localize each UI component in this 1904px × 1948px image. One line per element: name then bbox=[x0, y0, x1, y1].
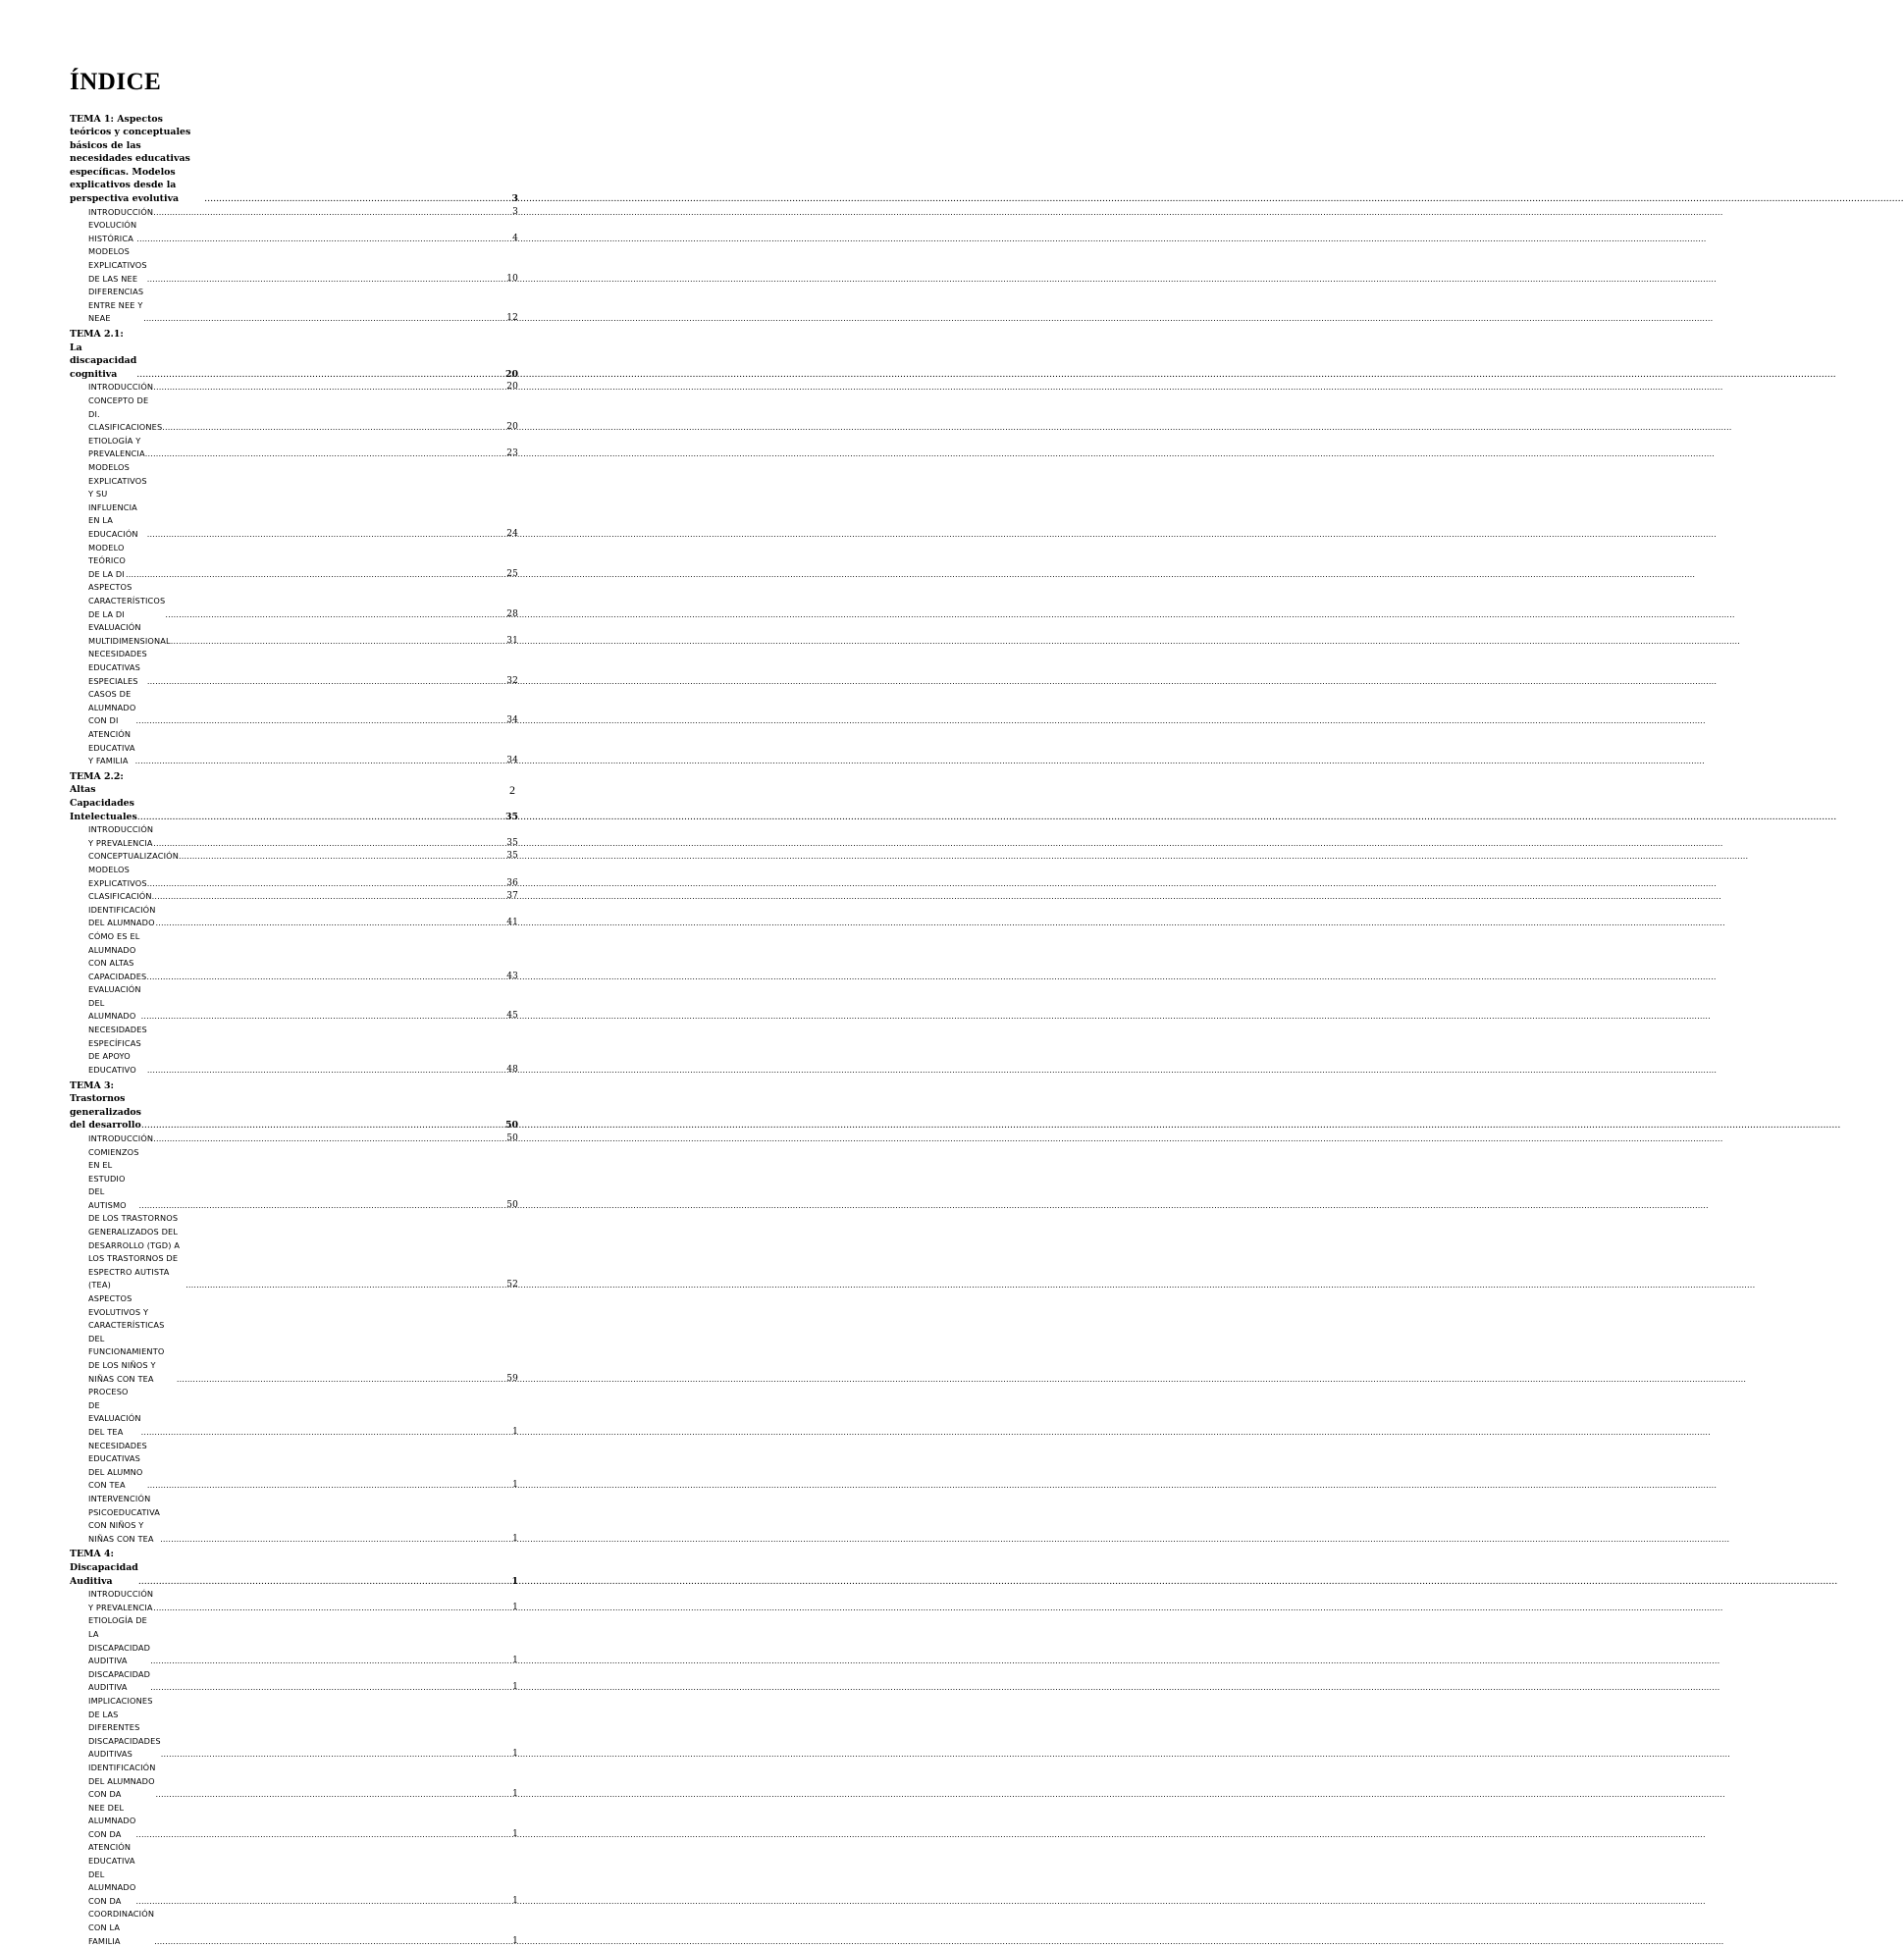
toc-subentry-page-number: 1 bbox=[512, 1602, 518, 1612]
toc-topic-entry-label: TEMA 4: Discapacidad Auditiva bbox=[70, 1549, 138, 1587]
toc-topic-entry-label: TEMA 2.1: La discapacidad cognitiva bbox=[70, 329, 137, 380]
toc-topic-entry-page-number: 3 bbox=[511, 193, 518, 205]
toc-subentry-label: ASPECTOS CARACTERÍSTICOS DE LA DI bbox=[88, 582, 166, 619]
dot-leader bbox=[154, 1935, 511, 1948]
toc-subentry[interactable] bbox=[70, 890, 518, 904]
dot-leader bbox=[153, 837, 505, 851]
toc-subentry[interactable] bbox=[70, 435, 518, 461]
toc-subentry-page-number: 24 bbox=[506, 529, 518, 539]
dot-leader bbox=[126, 568, 505, 582]
toc-subentry[interactable] bbox=[70, 1908, 518, 1948]
dot-leader bbox=[147, 877, 506, 891]
toc-subentry[interactable] bbox=[70, 930, 518, 983]
dot-leader bbox=[160, 1533, 511, 1547]
dot-leader bbox=[153, 381, 505, 395]
toc-subentry-label: PROCESO DE EVALUACIÓN DEL TEA bbox=[88, 1387, 141, 1437]
toc-subentry[interactable] bbox=[70, 648, 518, 688]
toc-subentry-label: CONCEPTUALIZACIÓN bbox=[88, 851, 180, 862]
toc-subentry[interactable] bbox=[70, 581, 518, 621]
toc-subentry[interactable] bbox=[70, 1762, 518, 1802]
toc-subentry-label: DISCAPACIDAD AUDITIVA bbox=[88, 1668, 151, 1693]
dot-leader bbox=[135, 755, 506, 768]
toc-subentry-label: IDENTIFICACIÓN DEL ALUMNADO bbox=[88, 904, 156, 928]
toc-subentry-page-number: 1 bbox=[512, 1789, 518, 1800]
toc-subentry[interactable] bbox=[70, 381, 518, 395]
toc-subentry-page-number: 23 bbox=[506, 448, 518, 459]
toc-subentry[interactable] bbox=[70, 219, 518, 245]
dot-leader bbox=[137, 811, 504, 824]
dot-leader bbox=[185, 1279, 505, 1292]
toc-subentry-label: ATENCIÓN EDUCATIVA DEL ALUMNADO CON DA bbox=[88, 1842, 136, 1906]
toc-topic-entry[interactable] bbox=[70, 770, 518, 823]
dot-leader bbox=[156, 917, 506, 930]
dot-leader bbox=[150, 1681, 511, 1695]
toc-subentry[interactable] bbox=[70, 461, 518, 542]
toc-subentry[interactable] bbox=[70, 1146, 518, 1213]
toc-topic-entry-page-number: 20 bbox=[504, 368, 518, 380]
toc-subentry[interactable] bbox=[70, 1588, 518, 1614]
toc-subentry-page-number: 50 bbox=[506, 1199, 518, 1210]
toc-subentry-label: ETIOLOGÍA Y PREVALENCIA bbox=[88, 435, 145, 459]
toc-topic-entry-page-number: 50 bbox=[504, 1120, 518, 1132]
toc-subentry-label: INTRODUCCIÓN bbox=[88, 382, 154, 393]
toc-subentry[interactable] bbox=[70, 728, 518, 768]
toc-subentry-label: CLASIFICACIÓN bbox=[88, 891, 152, 902]
dot-leader bbox=[147, 675, 505, 689]
toc-subentry-page-number: 32 bbox=[506, 675, 518, 686]
dot-leader bbox=[141, 1426, 511, 1440]
dot-leader bbox=[143, 312, 505, 326]
toc-subentry[interactable] bbox=[70, 823, 518, 850]
toc-subentry-label: CASOS DE ALUMNADO CON DI bbox=[88, 689, 136, 726]
toc-subentry-page-number: 50 bbox=[506, 1132, 518, 1143]
toc-subentry-label: NECESIDADES ESPECÍFICAS DE APOYO EDUCATIVO bbox=[88, 1025, 147, 1075]
toc-subentry-page-number: 10 bbox=[506, 273, 518, 284]
toc-subentry-page-number: 1 bbox=[512, 1895, 518, 1906]
toc-subentry[interactable] bbox=[70, 395, 518, 435]
toc-subentry[interactable] bbox=[70, 1668, 518, 1695]
dot-leader bbox=[156, 1788, 512, 1802]
toc-subentry[interactable] bbox=[70, 1695, 518, 1762]
toc-subentry-page-number: 35 bbox=[506, 851, 518, 862]
toc-subentry[interactable] bbox=[70, 1493, 518, 1546]
toc-subentry-label: DIFERENCIAS ENTRE NEE Y NEAE bbox=[88, 287, 144, 324]
dot-leader bbox=[147, 273, 506, 287]
toc-subentry[interactable] bbox=[70, 245, 518, 286]
toc-subentry-label: CONCEPTO DE DI. CLASIFICACIONES bbox=[88, 395, 163, 433]
toc-subentry-page-number: 1 bbox=[512, 1480, 518, 1491]
toc-subentry-label: INTRODUCCIÓN bbox=[88, 206, 154, 217]
toc-subentry-label: INTRODUCCIÓN bbox=[88, 1132, 154, 1143]
dot-leader bbox=[141, 1010, 506, 1024]
dot-leader bbox=[177, 1373, 505, 1387]
toc-subentry[interactable] bbox=[70, 1386, 518, 1439]
toc-subentry-label: MODELOS EXPLICATIVOS DE LAS NEE bbox=[88, 246, 147, 284]
toc-subentry[interactable] bbox=[70, 864, 518, 890]
dot-leader bbox=[138, 1575, 511, 1589]
toc-topic-entry[interactable] bbox=[70, 113, 518, 206]
dot-leader bbox=[135, 1828, 511, 1842]
toc-subentry-page-number: 59 bbox=[506, 1373, 518, 1384]
toc-subentry-label: INTRODUCCIÓN Y PREVALENCIA bbox=[88, 824, 154, 848]
toc-subentry-page-number: 1 bbox=[512, 1426, 518, 1437]
toc-subentry-label: EVALUACIÓN DEL ALUMNADO bbox=[88, 984, 141, 1022]
dot-leader bbox=[135, 1895, 511, 1909]
toc-subentry-label: MODELOS EXPLICATIVOS Y SU INFLUENCIA EN LA EDUCACIÓN bbox=[88, 462, 147, 539]
toc-subentry[interactable] bbox=[70, 1024, 518, 1077]
toc-subentry[interactable] bbox=[70, 542, 518, 582]
toc-subentry[interactable] bbox=[70, 983, 518, 1024]
toc-subentry[interactable] bbox=[70, 1132, 518, 1146]
toc-subentry-label: COMIENZOS EN EL ESTUDIO DEL AUTISMO bbox=[88, 1146, 139, 1210]
toc-subentry-page-number: 52 bbox=[506, 1280, 518, 1290]
toc-subentry-page-number: 34 bbox=[506, 715, 518, 726]
toc-subentry[interactable] bbox=[70, 1841, 518, 1908]
toc-subentry-page-number: 41 bbox=[506, 918, 518, 928]
toc-subentry-page-number: 34 bbox=[506, 756, 518, 766]
toc-subentry[interactable] bbox=[70, 1212, 518, 1292]
dot-leader bbox=[171, 635, 506, 649]
dot-leader bbox=[153, 206, 511, 220]
toc-subentry-page-number: 1 bbox=[512, 1935, 518, 1946]
toc-topic-entry-page-number: 1 bbox=[511, 1575, 518, 1587]
toc-subentry[interactable] bbox=[70, 1440, 518, 1493]
toc-subentry-page-number: 25 bbox=[506, 568, 518, 579]
toc-subentry[interactable] bbox=[70, 1292, 518, 1386]
toc-subentry-label: ASPECTOS EVOLUTIVOS Y CARACTERÍSTICAS DEL FUNCIONAMIENTO DE LOS NIÑOS Y NIÑAS CON TEA bbox=[88, 1293, 165, 1384]
toc-topic-entry[interactable] bbox=[70, 1079, 518, 1132]
toc-subentry[interactable] bbox=[70, 1614, 518, 1667]
toc-subentry-page-number: 1 bbox=[512, 1682, 518, 1693]
toc-subentry-page-number: 1 bbox=[512, 1828, 518, 1839]
toc-subentry-page-number: 43 bbox=[506, 971, 518, 981]
toc-subentry-page-number: 35 bbox=[506, 837, 518, 848]
toc-subentry-label: IDENTIFICACIÓN DEL ALUMNADO CON DA bbox=[88, 1762, 156, 1800]
toc-subentry-page-number: 20 bbox=[506, 382, 518, 393]
dot-leader bbox=[153, 1602, 511, 1615]
toc-subentry-label: COORDINACIÓN CON LA FAMILIA bbox=[88, 1909, 155, 1946]
toc-subentry-label: DE LOS TRASTORNOS GENERALIZADOS DEL DESARROLLO (TGD) A LOS TRASTORNOS DE ESPECTRO AUTISTA (TEA) bbox=[88, 1213, 181, 1290]
toc-subentry-label: MODELOS EXPLICATIVOS bbox=[88, 864, 147, 888]
toc-subentry-page-number: 31 bbox=[506, 635, 518, 646]
toc-subentry-page-number: 37 bbox=[506, 891, 518, 902]
dot-leader bbox=[152, 890, 506, 904]
dot-leader bbox=[146, 971, 505, 984]
page-number: 2 bbox=[509, 783, 515, 797]
page-title: ÍNDICE bbox=[70, 69, 162, 95]
toc-subentry[interactable] bbox=[70, 688, 518, 728]
toc-subentry-label: NECESIDADES EDUCATIVAS ESPECIALES bbox=[88, 649, 147, 686]
toc-topic-entry-label: TEMA 3: Trastornos generalizados del desarrollo bbox=[70, 1079, 141, 1132]
toc-subentry-label: ETIOLOGÍA DE LA DISCAPACIDAD AUDITIVA bbox=[88, 1615, 151, 1666]
toc-topic-entry-label: TEMA 1: Aspectos teóricos y conceptuales básicos de las necesidades educativas específicas. Modelos explicativos desde la perspectiva evolutiva bbox=[70, 113, 191, 205]
dot-leader bbox=[147, 528, 506, 542]
toc-subentry-label: INTERVENCIÓN PSICOEDUCATIVA CON NIÑOS Y NIÑAS CON TEA bbox=[88, 1493, 161, 1544]
toc-subentry-page-number: 28 bbox=[506, 608, 518, 619]
dot-leader bbox=[136, 368, 504, 382]
toc-subentry-label: EVOLUCIÓN HISTÓRICA bbox=[88, 220, 137, 243]
dot-leader bbox=[141, 1119, 504, 1132]
toc-topic-entry[interactable] bbox=[70, 328, 518, 381]
toc-subentry-page-number: 48 bbox=[506, 1064, 518, 1075]
dot-leader bbox=[162, 421, 505, 435]
toc-subentry[interactable] bbox=[70, 850, 518, 864]
toc-subentry-page-number: 36 bbox=[506, 877, 518, 888]
toc-subentry[interactable] bbox=[70, 904, 518, 930]
toc-topic-entry-label: TEMA 2.2: Altas Capacidades Intelectuales bbox=[70, 770, 137, 822]
dot-leader bbox=[139, 1199, 506, 1213]
toc-subentry-page-number: 1 bbox=[512, 1749, 518, 1760]
toc-topic-entry[interactable] bbox=[70, 1548, 518, 1588]
dot-leader bbox=[150, 1655, 511, 1668]
toc-subentry-page-number: 3 bbox=[512, 206, 518, 217]
toc-subentry-page-number: 1 bbox=[512, 1656, 518, 1666]
toc-subentry-label: NECESIDADES EDUCATIVAS DEL ALUMNO CON TEA bbox=[88, 1440, 147, 1491]
dot-leader bbox=[204, 192, 510, 206]
toc-subentry[interactable] bbox=[70, 1802, 518, 1842]
dot-leader bbox=[147, 1479, 511, 1493]
dot-leader bbox=[135, 714, 505, 728]
dot-leader bbox=[179, 850, 505, 864]
toc-subentry-label: ATENCIÓN EDUCATIVA Y FAMILIA bbox=[88, 728, 135, 766]
dot-leader bbox=[153, 1132, 505, 1146]
toc-subentry-label: NEE DEL ALUMNADO CON DA bbox=[88, 1802, 136, 1839]
toc-topic-entry-page-number: 35 bbox=[504, 811, 518, 822]
toc-subentry[interactable] bbox=[70, 206, 518, 220]
toc-subentry-page-number: 4 bbox=[512, 233, 518, 243]
toc-subentry-page-number: 20 bbox=[506, 422, 518, 433]
toc-subentry-page-number: 1 bbox=[512, 1533, 518, 1544]
toc-subentry-label: IMPLICACIONES DE LAS DIFERENTES DISCAPACIDADES AUDITIVAS bbox=[88, 1695, 161, 1760]
toc-subentry-page-number: 12 bbox=[506, 313, 518, 324]
dot-leader bbox=[147, 1064, 505, 1078]
toc-subentry-label: INTRODUCCIÓN Y PREVALENCIA bbox=[88, 1589, 154, 1612]
table-of-contents bbox=[70, 112, 518, 1948]
dot-leader bbox=[161, 1748, 511, 1762]
dot-leader bbox=[145, 448, 506, 461]
toc-subentry[interactable] bbox=[70, 621, 518, 648]
dot-leader bbox=[165, 608, 505, 622]
dot-leader bbox=[136, 233, 511, 246]
toc-subentry-label: MODELO TEÓRICO DE LA DI bbox=[88, 542, 126, 579]
toc-subentry[interactable] bbox=[70, 286, 518, 326]
toc-subentry-label: CÓMO ES EL ALUMNADO CON ALTAS CAPACIDADES bbox=[88, 930, 147, 981]
toc-subentry-page-number: 45 bbox=[506, 1011, 518, 1022]
toc-subentry-label: EVALUACIÓN MULTIDIMENSIONAL bbox=[88, 622, 171, 646]
